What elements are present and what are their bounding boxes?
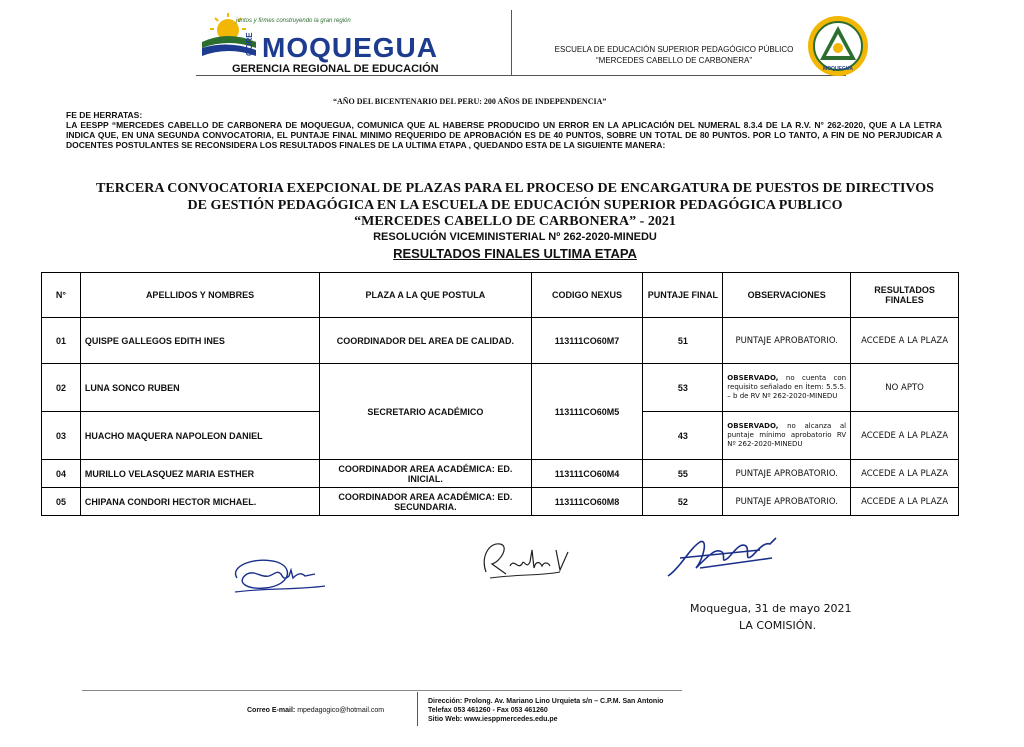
row-number: 03 [42,412,81,460]
row-number: 02 [42,364,81,412]
footer-website[interactable]: Sitio Web: www.iesppmercedes.edu.pe [428,716,558,723]
final-score: 53 [643,364,723,412]
footer-phone: Telefax 053 461260 - Fax 053 461260 [428,707,548,714]
header-divider [511,10,512,75]
title-block [40,180,990,263]
applicant-name: CHIPANA CONDORI HECTOR MICHAEL. [80,488,319,516]
table-row [42,488,959,516]
plaza: COORDINADOR AREA ACADÉMICA: ED. INICIAL. [320,460,531,488]
observation: PUNTAJE APROBATORIO. [723,488,851,516]
observation: PUNTAJE APROBATORIO. [723,318,851,364]
plaza: SECRETARIO ACADÉMICO [320,364,531,460]
nexus-code: 113111CO60M7 [531,318,643,364]
errata-body: LA EESPP “MERCEDES CABELLO DE CARBONERA DE MOQUEGUA, COMUNICA QUE AL HABERSE PRODUCIDO UN ERROR EN LA APLICACIÓN DEL NUMERAL 8.3.4 DE LA R.V. N° 262-2020, QUE A LA LETRA INDICA QUE, EN UNA SEGUNDA CONVOCATORIA, EL PUNTAJE FINAL MINIMO REQUERIDO DE APROBACIÓN ES DE 40 PUNTOS, SOBRE UN TOTAL DE 80 PUNTOS. POR LO TANTO, A FIN DE NO PERJUDICAR A DOCENTES POSTULANTES SE RECONSIDERA LOS RESULTADOS FINALES DE LA ULTIMA ETAPA , QUEDANDO ESTA DE LA SIGUIENTE MANERA: [66,120,942,150]
observation: PUNTAJE APROBATORIO. [723,460,851,488]
resolution-line: RESOLUCIÓN VICEMINISTERIAL Nº 262-2020-MINEDU [373,231,657,243]
observation-detail: no cuenta con requisito señalado en Ítem: 5.5.5. – b de RV Nº 262-2020-MINEDU [727,374,847,400]
plaza: COORDINADOR DEL AREA DE CALIDAD. [320,318,531,364]
observation [723,412,851,460]
results-table [41,272,959,516]
nexus-code: 113111CO60M4 [531,460,643,488]
nexus-code: 113111CO60M5 [531,364,643,460]
applicant-name: LUNA SONCO RUBEN [80,364,319,412]
footer-email-label: Correo E-mail: [247,707,296,714]
final-score: 52 [643,488,723,516]
footer-divider [82,690,682,691]
school-name [548,44,800,66]
header-plaza: PLAZA A LA QUE POSTULA [320,273,531,318]
logo-wordmark: MOQUEGUA [262,32,438,63]
observation [723,364,851,412]
final-score: 55 [643,460,723,488]
school-name-line2: “MERCEDES CABELLO DE CARBONERA” [595,56,753,65]
footer-email [247,707,384,714]
closing-date: Moquegua, 31 de mayo 2021 [690,602,852,615]
year-motto: “AÑO DEL BICENTENARIO DEL PERU: 200 AÑOS DE INDEPENDENCIA” [333,97,607,106]
title-line2: DE GESTIÓN PEDAGÓGICA EN LA ESCUELA DE EDUCACIÓN SUPERIOR PEDAGÓGICA PUBLICO [187,198,843,213]
table-row [42,364,959,412]
nexus-code: 113111CO60M8 [531,488,643,516]
applicant-name: MURILLO VELASQUEZ MARIA ESTHER [80,460,319,488]
observation-flag: OBSERVADO, [727,422,779,430]
final-score: 51 [643,318,723,364]
final-result: ACCEDE A LA PLAZA [851,460,959,488]
observation-detail: no alcanza al puntaje mínimo aprobatorio RV Nº 262-2020-MINEDU [727,422,847,448]
gore-moquegua-logo [198,12,473,62]
commission-label: LA COMISIÓN. [739,619,817,632]
header-underline [196,75,846,76]
logo-gore-label: GORE [245,32,254,56]
logo-tagline: juntos y firmes construyendo la gran región [236,18,351,24]
seal-text: MOQUEGUA [823,66,853,72]
final-result: ACCEDE A LA PLAZA [851,412,959,460]
final-result: NO APTO [851,364,959,412]
final-result: ACCEDE A LA PLAZA [851,318,959,364]
plaza: COORDINADOR AREA ACADÉMICA: ED. SECUNDARIA. [320,488,531,516]
final-score: 43 [643,412,723,460]
school-seal-icon [806,14,870,78]
gerencia-label: GERENCIA REGIONAL DE EDUCACIÓN [232,63,439,75]
footer-address: Dirección: Prolong. Av. Mariano Lino Urquieta s/n – C.P.M. San Antonio [428,698,664,705]
title-line1: TERCERA CONVOCATORIA EXEPCIONAL DE PLAZAS PARA EL PROCESO DE ENCARGATURA DE PUESTOS DE DIRECTIVOS [96,181,934,196]
row-number: 01 [42,318,81,364]
footer-vertical-divider [417,692,418,726]
row-number: 05 [42,488,81,516]
applicant-name: QUISPE GALLEGOS EDITH INES [80,318,319,364]
title-line3: “MERCEDES CABELLO DE CARBONERA” - 2021 [354,214,676,229]
table-row [42,460,959,488]
observation-flag: OBSERVADO, [727,374,779,382]
school-name-line1: ESCUELA DE EDUCACIÓN SUPERIOR PEDAGÓGICO PÚBLICO [554,45,794,54]
final-result: ACCEDE A LA PLAZA [851,488,959,516]
header-observations: OBSERVACIONES [723,273,851,318]
results-heading: RESULTADOS FINALES ULTIMA ETAPA [393,246,637,261]
header-score: PUNTAJE FINAL [643,273,723,318]
applicant-name: HUACHO MAQUERA NAPOLEON DANIEL [80,412,319,460]
row-number: 04 [42,460,81,488]
footer-email-address[interactable]: mpedagogico@hotmail.com [297,707,385,714]
header-name: APELLIDOS Y NOMBRES [80,273,319,318]
signature-1-icon [225,548,335,596]
header-result: RESULTADOS FINALES [851,273,959,318]
header-n: N° [42,273,81,318]
signature-3-icon [660,528,790,584]
errata-title: FE DE HERRATAS: [66,110,143,120]
table-row [42,318,959,364]
signature-2-icon [470,536,580,584]
table-header-row [42,273,959,318]
footer-contact [428,697,663,724]
header-code: CODIGO NEXUS [531,273,643,318]
